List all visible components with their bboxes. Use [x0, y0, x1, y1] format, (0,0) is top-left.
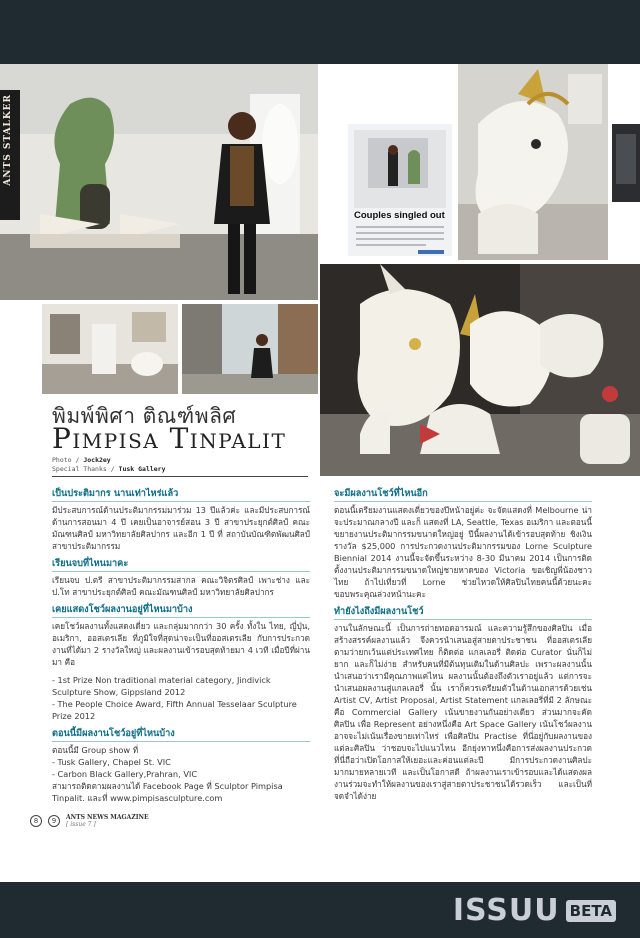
gallery-interior-image: [42, 304, 178, 394]
unicorn-sculptures-image: [320, 264, 640, 476]
artist-name-english: Pimpisa Tinpalit: [52, 422, 287, 455]
photo-newspaper: [348, 124, 452, 256]
artist-street-image: [182, 304, 318, 394]
dark-thumbnail-image: [612, 124, 640, 202]
heading-how-to-show: ทำยังไงถึงมีผลงานโชว์: [334, 606, 592, 620]
photo-credit-name: Jock2ey: [83, 456, 111, 464]
photo-artist-gallery-image: [0, 64, 318, 300]
heading-education: เรียนจบที่ไหนมาคะ: [52, 558, 310, 572]
body-education: เรียนจบ ป.ตรี สาขาประติมากรรมสากล คณะวิจิตรศิลป์ เพาะช่าง และ ป.โท สาขาประยุกต์ศิลป์ คณะมัณฑนศิลป์ มหาวิทยาลัยศิลปากร: [52, 575, 310, 597]
magazine-page: [0, 64, 640, 882]
heading-upcoming-shows: จะมีผลงานโชว์ที่ไหนอีก: [334, 488, 592, 502]
page-footer: [30, 814, 149, 828]
photo-unicorn-sculptures: [320, 264, 640, 476]
artist-name-thai: พิมพ์พิศา ติณฑ์พลิศ: [52, 404, 237, 428]
award-item: - The People Choice Award, Fifth Annual Tesselaar Sculpture Prize 2012: [52, 699, 297, 721]
body-past-shows: เคยโชว์ผลงานทั้งแสดงเดี่ยว และกลุ่มมากกว่า 30 ครั้ง ทั้งใน ไทย, ญี่ปุ่น, อเมริกา, ออสเตรเลีย ที่ภูมิใจที่สุดน่าจะเป็นที่ออสเตรเลีย กับการประกวดงานที่ได้มา 2 รางวัลใหญ่ และผลงานเข้ารอบสุดท้ายมา 4 เวที เมื่อปีที่ผ่านมา คือ: [52, 621, 310, 667]
magazine-name: [66, 814, 149, 828]
left-column: [52, 488, 310, 804]
current-show-item: - Carbon Black Gallery,Prahran, VIC: [52, 769, 198, 779]
contact-info: สามารถติดตามผลงานได้ Facebook Page ที่ Sculptor Pimpisa Tinpalit. และที่ www.pimpisasculpture.com: [52, 781, 283, 803]
newspaper-headline: Couples singled out: [354, 210, 445, 221]
title-divider: [52, 476, 308, 477]
right-column: [334, 488, 592, 808]
heading-career-length: เป็นประติมากร นานเท่าไหร่แล้ว: [52, 488, 310, 502]
body-how-to-show: งานในลักษณะนี้ เป็นการถ่ายทอดอารมณ์ และความรู้สึกของศิลปิน เมื่อสร้างสรรค์ผลงานแล้ว จึงควรนำเสนอสู่สายตาประชาชน ที่ออสเตรเลียตามว่ายกเว้นแต่ประเทศไทย ก็ติดต่อ แกลเลอรี่ ติดต่อ Curator นั่นก็ไม่ยาก และก็ไม่ง่าย สำหรับคนที่มีต้นทุนเดิมในด้านศิลปะ เพราะผลงานนั้นนำเสนอว่าเรามีคุณภาพแค่ไหน ผลงานนั้นต้องถึงตัวเราอยู่แล้ว แต่การจะนำเสนอผลงานสู่แกลเลอรี่ นั้น เราก็ควรเตรียมตัวในด้านเอกสารด้วยเช่น Artist CV, Artist Proposal, Artist Statement แกลเลอรี่ที่มี 2 ลักษณะคือ Commercial Gallery เน้นขายงานกันอย่างเดียว ส่วนมากจะคัดศิลปิน เพื่อ Represent อย่างหนึ่งคือ Art Space Gallery เน้นโชว์ผลงาน อาจจะไม่เน้นเรื่องขายเท่าไหร่ เพื่อศิลปิน Practise ที่นี่อยู่กับผลงานของแต่ละศิลปิน ว่าชอบจะไปแนวไหน อีกยุ่งหาหนึ่งคือการส่งผลงานประกวด ที่นี่ถือว่าเปิดโอกาสให้เยอะและค่อนแต่ละปี มีการประกวดงานศิลปะมากมายหลายเวที และเป็นโอกาสดี ถ้าผลงานเราเข้ารอบและได้แสดงผลงานร่วมจะทำให้ผลงานของเราสู่สายตาประชาชนได้รวดเร็ว และเป็นที่จดจำได้ง่าย: [334, 623, 592, 801]
photo-dark-thumbnail: [612, 124, 640, 202]
magazine-title: ANTS NEWS MAGAZINE: [66, 814, 149, 821]
issuu-brand: ISSUU: [452, 893, 560, 928]
photo-horse-sculpture: [458, 64, 608, 260]
newspaper-image: [348, 124, 452, 256]
heading-past-shows: เคยแสดงโชว์ผลงานอยู่ที่ไหนมาบ้าง: [52, 604, 310, 618]
bottom-bar: [0, 882, 640, 938]
photo-artist-street: [182, 304, 318, 394]
photo-credit-label: Photo /: [52, 456, 80, 464]
photo-artist-gallery: [0, 64, 318, 300]
horse-sculpture-image: [458, 64, 608, 260]
issuu-logo[interactable]: [452, 893, 616, 928]
beta-badge: BETA: [566, 900, 616, 922]
page-number-right: 9: [48, 815, 60, 827]
top-toolbar: [0, 0, 640, 64]
photo-credit: [52, 456, 111, 464]
body-career-length: มีประสบการณ์ด้านประติมากรรมมาร่วม 13 ปีแล้วค่ะ และมีประสบการณ์ด้านการสอนมา 4 ปี เคยเป็นอาจารย์สอน 3 ปี สาขาประยุกต์ศิลป์ คณะมัณฑนศิลป์ มหาวิทยาลัยศิลปากร และอีก 1 ปี ที่ สถาบันบัณฑิตพัฒนศิลป์ สาขาประติมากรรม: [52, 505, 310, 551]
thanks-credit: [52, 465, 166, 473]
thanks-credit-label: Special Thanks /: [52, 465, 115, 473]
page-number-left: 8: [30, 815, 42, 827]
magazine-issue: [ issue 7 ]: [66, 821, 96, 828]
photo-gallery-interior: [42, 304, 178, 394]
heading-current-shows: ตอนนี้มีผลงานโชว์อยู่ที่ไหนบ้าง: [52, 728, 310, 742]
thanks-credit-name: Tusk Gallery: [118, 465, 166, 473]
spine-label: ANTS STALKER: [3, 94, 13, 186]
award-item: - 1st Prize Non traditional material category, Jindivick Sculpture Show, Gippsland 2012: [52, 675, 271, 697]
current-shows-intro: ตอนนี้มี Group show ที่: [52, 745, 139, 755]
current-show-item: - Tusk Gallery, Chapel St. VIC: [52, 757, 171, 767]
body-upcoming-shows: ตอนนี้เตรียมงานแสดงเดี่ยวของปีหน้าอยู่ค่ะ จะจัดแสดงที่ Melbourne น่าจะประมาณกลางปี และก็ แสดงที่ LA, Seattle, Texas อเมริกา และตอนนี้ขยายงานประติมากรรมขนาดใหญ่อยู่ ปีนี้ผลงานได้เข้ารอบสุดท้าย ชิงเงินรางวัล $25,000 การประกวดงานประติมากรรมของ Lorne Sculpture Biennial 2014 งานนี้จะจัดขึ้นระหว่าง 8-30 มีนาคม 2014 เป็นการติดตั้งงานประติมากรรมขนาดใหญ่ชายหาดของ Victoria ขอเชิญพี่น้องชาวไทย ถ้าไปเที่ยวที่ Lorne ช่วยไหวดให้ศิลปินไทยคนนี้ด้วยนะคะ ขอบพระคุณล่วงหน้านะคะ: [334, 505, 592, 599]
section-spine: [0, 90, 20, 220]
